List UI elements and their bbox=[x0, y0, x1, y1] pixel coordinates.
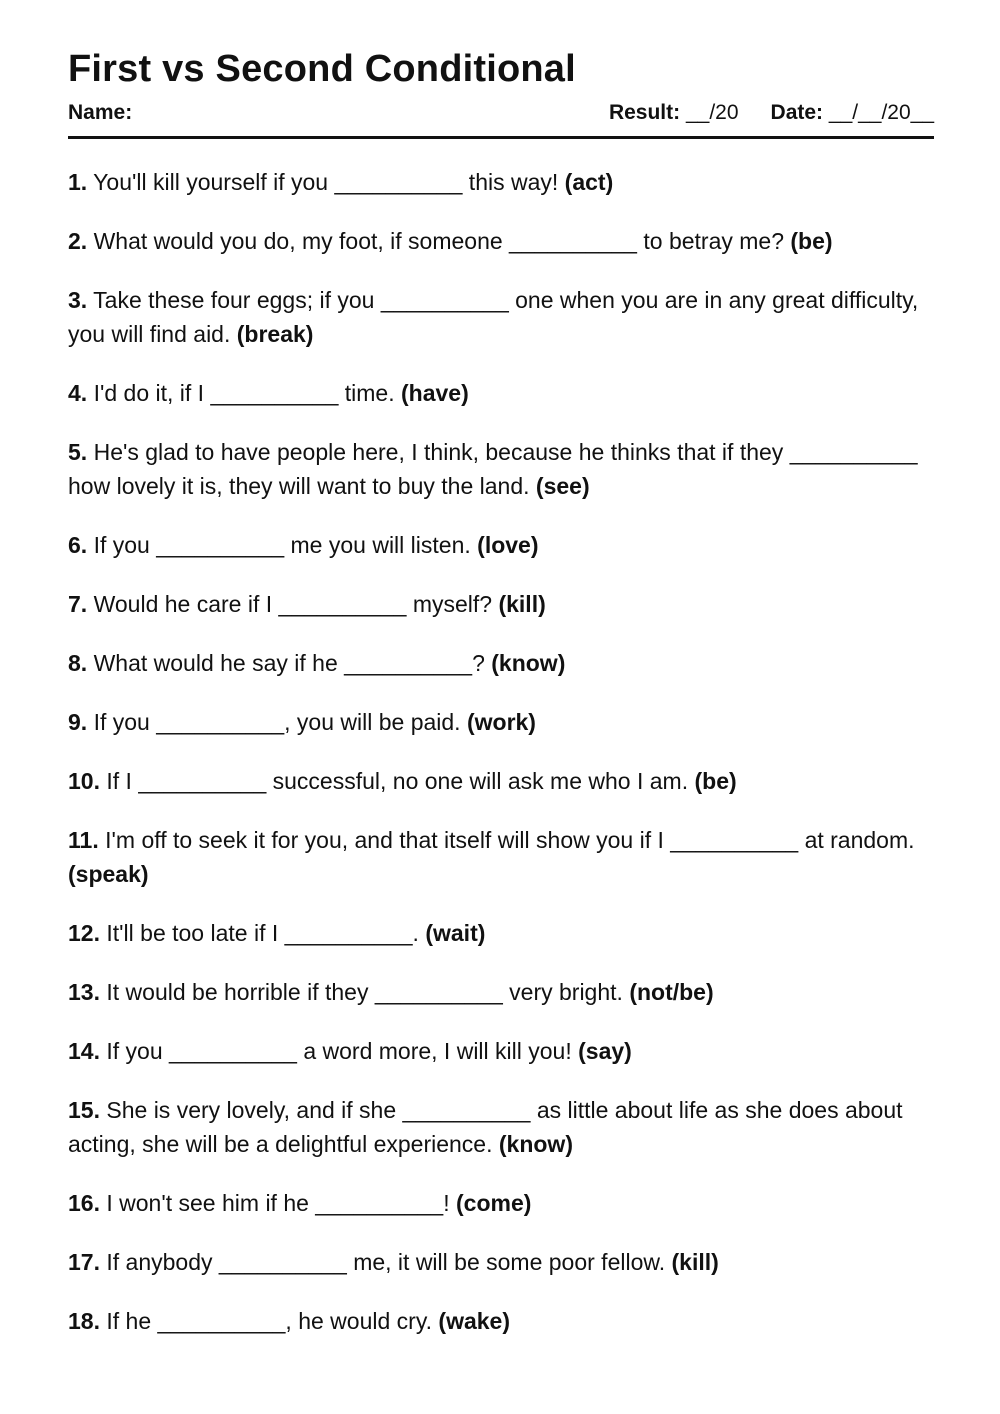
question-text: It'll be too late if I __________. bbox=[106, 920, 419, 946]
verb-hint: (kill) bbox=[671, 1249, 719, 1275]
verb-hint: (come) bbox=[456, 1190, 532, 1216]
verb-hint: (speak) bbox=[68, 861, 149, 887]
question-item bbox=[68, 1093, 934, 1161]
worksheet-page bbox=[68, 46, 934, 1363]
question-item bbox=[68, 1245, 934, 1279]
question-text: It would be horrible if they __________ very bright. bbox=[106, 979, 623, 1005]
question-item bbox=[68, 1186, 934, 1220]
verb-hint: (know) bbox=[491, 650, 566, 676]
verb-hint: (wake) bbox=[438, 1308, 510, 1334]
question-number: 6. bbox=[68, 532, 88, 558]
question-number: 14. bbox=[68, 1038, 100, 1064]
verb-hint: (work) bbox=[466, 709, 536, 735]
question-number: 4. bbox=[68, 380, 88, 406]
verb-hint: (be) bbox=[790, 228, 833, 254]
verb-hint: (wait) bbox=[425, 920, 486, 946]
header-divider bbox=[68, 136, 934, 139]
question-text: If you __________ me you will listen. bbox=[93, 532, 471, 558]
question-item bbox=[68, 705, 934, 739]
question-text: He's glad to have people here, I think, because he thinks that if they __________ how lovely it is, they will want to buy the land. bbox=[68, 439, 918, 499]
page-title: First vs Second Conditional bbox=[68, 48, 576, 90]
question-number: 16. bbox=[68, 1190, 100, 1216]
question-number: 13. bbox=[68, 979, 100, 1005]
verb-hint: (see) bbox=[535, 473, 590, 499]
question-item bbox=[68, 823, 934, 891]
result-label: Result: bbox=[608, 101, 681, 124]
question-item bbox=[68, 587, 934, 621]
verb-hint: (not/be) bbox=[629, 979, 714, 1005]
date-group bbox=[771, 100, 934, 126]
question-item bbox=[68, 646, 934, 680]
worksheet-header-row bbox=[68, 100, 934, 126]
question-text: Take these four eggs; if you __________ one when you are in any great difficulty, you will find aid. bbox=[68, 287, 919, 347]
date-value: __/__/20__ bbox=[828, 101, 934, 124]
question-text: What would you do, my foot, if someone __________ to betray me? bbox=[93, 228, 784, 254]
question-text: If anybody __________ me, it will be some poor fellow. bbox=[106, 1249, 666, 1275]
question-text: Would he care if I __________ myself? bbox=[93, 591, 493, 617]
question-number: 7. bbox=[68, 591, 88, 617]
question-number: 18. bbox=[68, 1308, 100, 1334]
question-item bbox=[68, 165, 934, 199]
question-text: If you __________ a word more, I will kill you! bbox=[106, 1038, 572, 1064]
question-text: You'll kill yourself if you __________ this way! bbox=[93, 169, 559, 195]
question-item bbox=[68, 435, 934, 503]
question-text: If you __________, you will be paid. bbox=[93, 709, 461, 735]
question-item bbox=[68, 376, 934, 410]
verb-hint: (be) bbox=[694, 768, 737, 794]
question-number: 10. bbox=[68, 768, 100, 794]
verb-hint: (kill) bbox=[498, 591, 546, 617]
question-number: 2. bbox=[68, 228, 88, 254]
question-item bbox=[68, 764, 934, 798]
question-item bbox=[68, 975, 934, 1009]
question-text: If he __________, he would cry. bbox=[106, 1308, 433, 1334]
question-item bbox=[68, 224, 934, 258]
date-label: Date: bbox=[770, 101, 824, 124]
verb-hint: (know) bbox=[498, 1131, 573, 1157]
question-number: 3. bbox=[68, 287, 88, 313]
question-number: 8. bbox=[68, 650, 88, 676]
verb-hint: (love) bbox=[477, 532, 539, 558]
question-text: I'd do it, if I __________ time. bbox=[93, 380, 395, 406]
question-text: What would he say if he __________? bbox=[93, 650, 485, 676]
question-number: 5. bbox=[68, 439, 88, 465]
verb-hint: (have) bbox=[401, 380, 469, 406]
verb-hint: (break) bbox=[236, 321, 314, 347]
name-label: Name: bbox=[68, 101, 133, 124]
result-value: __/20 bbox=[685, 101, 739, 124]
question-number: 17. bbox=[68, 1249, 100, 1275]
question-item bbox=[68, 1304, 934, 1338]
question-item bbox=[68, 916, 934, 950]
verb-hint: (say) bbox=[578, 1038, 632, 1064]
question-number: 11. bbox=[68, 827, 99, 853]
question-item bbox=[68, 283, 934, 351]
question-number: 9. bbox=[68, 709, 88, 735]
question-number: 1. bbox=[68, 169, 88, 195]
question-text: If I __________ successful, no one will ask me who I am. bbox=[106, 768, 689, 794]
question-list bbox=[68, 165, 934, 1338]
question-item bbox=[68, 1034, 934, 1068]
result-group bbox=[609, 100, 739, 126]
verb-hint: (act) bbox=[564, 169, 614, 195]
question-text: I won't see him if he __________! bbox=[106, 1190, 450, 1216]
question-text: She is very lovely, and if she __________ as little about life as she does about acting, she will be a delightful experience. bbox=[68, 1097, 903, 1157]
question-text: I'm off to seek it for you, and that itself will show you if I __________ at random. bbox=[105, 827, 915, 853]
question-item bbox=[68, 528, 934, 562]
question-number: 12. bbox=[68, 920, 100, 946]
question-number: 15. bbox=[68, 1097, 100, 1123]
